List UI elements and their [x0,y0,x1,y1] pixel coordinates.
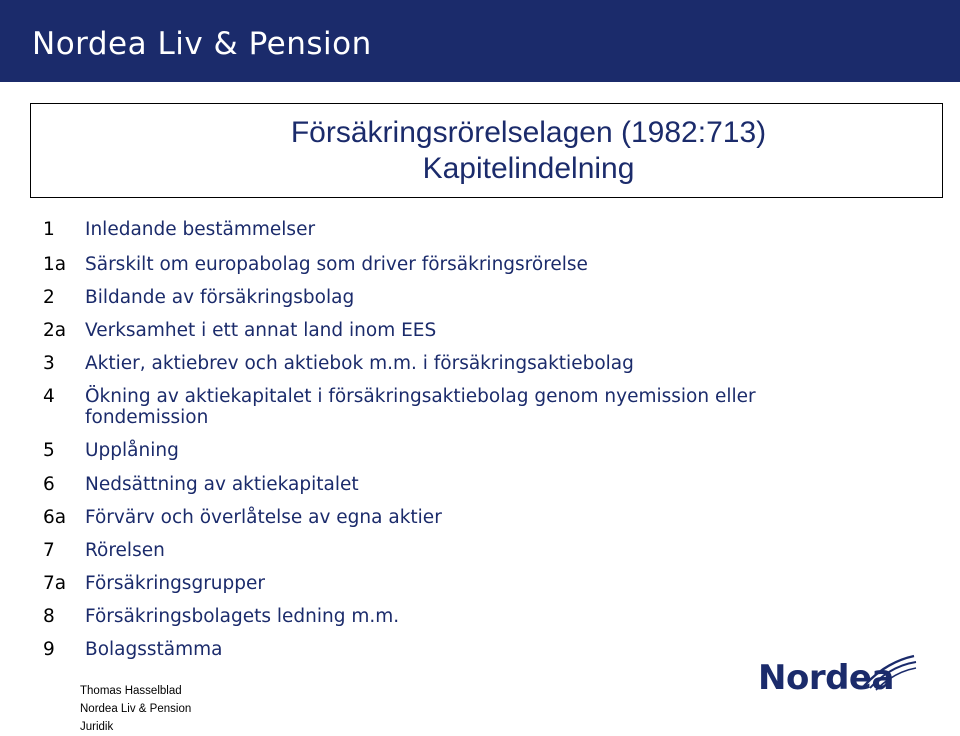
logo-swoosh-icon [858,652,918,692]
footer-department: Juridik [80,721,114,733]
chapter-number: 8 [43,606,55,627]
chapter-title: Rörelsen [85,540,165,561]
chapter-number: 2 [43,287,55,308]
chapter-title: Särskilt om europabolag som driver försäkringsrörelse [85,254,588,275]
chapter-number: 2a [43,320,67,341]
footer [80,682,191,736]
nordea-logo [758,652,918,700]
chapter-number: 6 [43,474,55,495]
chapter-title: Ökning av aktiekapitalet i försäkringsaktiebolag genom nyemission eller fondemission [85,386,756,428]
chapter-title: Försäkringsbolagets ledning m.m. [85,606,400,627]
chapter-number: 3 [43,353,55,374]
chapter-title: Aktier, aktiebrev och aktiebok m.m. i försäkringsaktiebolag [85,353,634,374]
chapter-number: 5 [43,440,55,461]
chapter-number: 1 [43,219,55,240]
chapter-number: 7a [43,573,67,594]
chapter-title: Upplåning [85,440,179,461]
chapter-number: 1a [43,254,67,275]
chapter-number: 6a [43,507,67,528]
footer-author: Thomas Hasselblad [80,685,182,697]
chapter-title: Verksamhet i ett annat land inom EES [85,320,437,341]
chapter-title: Inledande bestämmelser [85,219,316,240]
chapter-number: 9 [43,639,55,660]
chapter-title: Försäkringsgrupper [85,573,265,594]
page-title: Försäkringsrörelselagen (1982:713) [290,116,767,149]
page-subtitle: Kapitelindelning [422,152,635,185]
chapter-title: Bildande av försäkringsbolag [85,287,355,308]
banner-title: Nordea Liv & Pension [32,26,372,62]
title-box [30,103,943,198]
chapter-title: Förvärv och överlåtelse av egna aktier [85,507,442,528]
header-banner [0,0,960,82]
chapter-number: 4 [43,386,55,407]
chapter-title: Nedsättning av aktiekapitalet [85,474,359,495]
footer-company: Nordea Liv & Pension [80,703,192,715]
logo-wordmark: Nordea [758,658,894,698]
chapter-number: 7 [43,540,55,561]
chapter-title: Bolagsstämma [85,639,223,660]
